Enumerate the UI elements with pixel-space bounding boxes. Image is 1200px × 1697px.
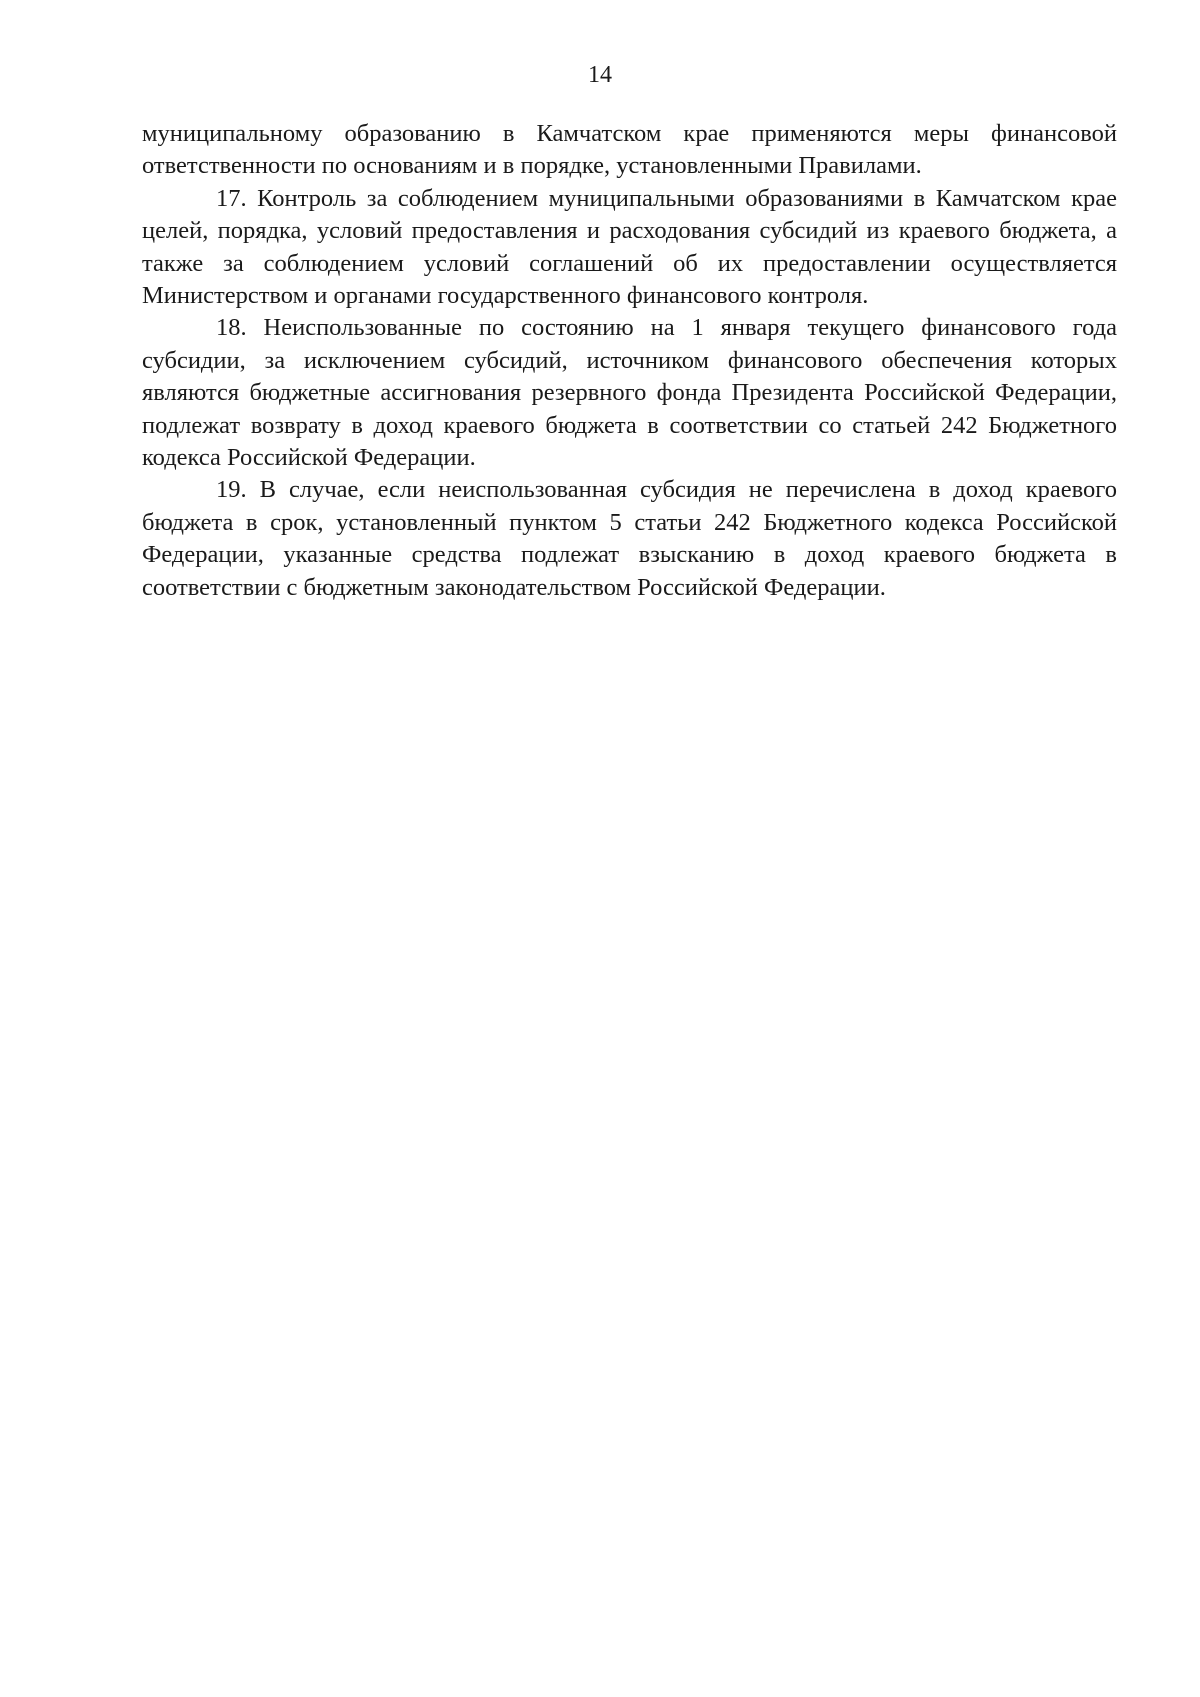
paragraph-17: 17. Контроль за соблюдением муниципальными образованиями в Камчатском крае целей, порядка, условий предоставления и расходования субсидий из краевого бюджета, а также за соблюдением условий соглашений об их предоставлении осуществляется Министерством и органами государственного финансового контроля. <box>142 184 1117 310</box>
document-body <box>142 118 1117 604</box>
paragraph-19: 19. В случае, если неиспользованная субсидия не перечислена в доход краевого бюджета в срок, установленный пунктом 5 статьи 242 Бюджетного кодекса Российской Федерации, указанные средства подлежат взысканию в доход краевого бюджета в соответствии с бюджетным законодательством Российской Федерации. <box>142 476 1117 601</box>
paragraph-18: 18. Неиспользованные по состоянию на 1 января текущего финансового года субсидии, за исключением субсидий, источником финансового обеспечения которых являются бюджетные ассигнования резервного фонда Президента Российской Федерации, подлежат возврату в доход краевого бюджета в соответствии со статьей 242 Бюджетного кодекса Российской Федерации. <box>142 314 1117 472</box>
paragraph-continuation: муниципальному образованию в Камчатском крае применяются меры финансовой ответственности по основаниям и в порядке, установленными Правилами. <box>142 120 1117 180</box>
page-number: 14 <box>588 62 612 88</box>
